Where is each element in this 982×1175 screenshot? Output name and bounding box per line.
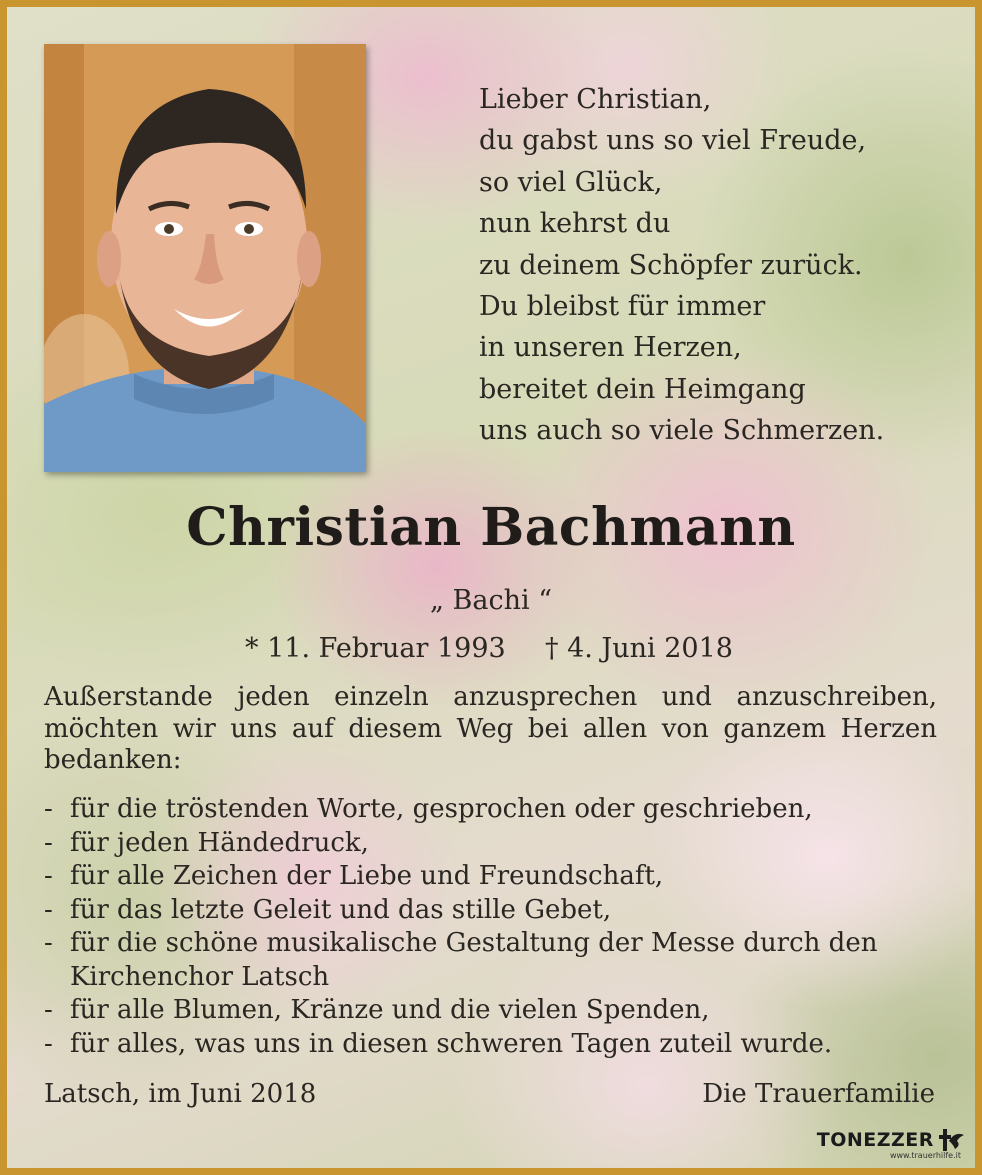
list-item <box>44 793 944 827</box>
poem-line: zu deinem Schöpfer zurück. <box>479 249 863 281</box>
logo-wordmark: TONEZZER <box>816 1129 934 1151</box>
publisher-logo <box>817 1127 965 1160</box>
list-dash: - <box>44 928 53 958</box>
list-item <box>44 1028 944 1062</box>
bird-cross-icon <box>939 1127 965 1153</box>
list-item-text: für das letzte Geleit und das stille Gebet, <box>70 894 612 925</box>
poem <box>479 79 884 452</box>
thanks-list <box>44 793 944 1061</box>
list-item <box>44 927 944 994</box>
poem-line: so viel Glück, <box>479 166 663 198</box>
deceased-name: Christian Bachmann <box>186 497 796 558</box>
logo-url: www.trauerhilfe.it <box>889 1151 961 1160</box>
list-item-text: für alles, was uns in diesen schweren Tagen zuteil wurde. <box>70 1028 833 1059</box>
poem-line: uns auch so viele Schmerzen. <box>479 415 885 447</box>
list-item-continuation: Kirchenchor Latsch <box>70 961 330 992</box>
poem-line: nun kehrst du <box>479 208 671 240</box>
poem-line: Du bleibst für immer <box>479 291 766 323</box>
list-item <box>44 827 944 861</box>
list-item-text: für jeden Händedruck, <box>70 827 369 858</box>
poem-line: bereitet dein Heimgang <box>479 373 806 405</box>
list-dash: - <box>44 861 53 891</box>
list-dash: - <box>44 995 53 1025</box>
portrait-photo <box>44 44 366 472</box>
list-dash: - <box>44 894 53 925</box>
list-item-text: für alle Zeichen der Liebe und Freundschaft, <box>70 861 664 891</box>
poem-line: in unseren Herzen, <box>479 332 742 364</box>
nickname: „ Bachi “ <box>429 585 553 616</box>
place-date: Latsch, im Juni 2018 <box>44 1079 317 1109</box>
list-item-text: für die tröstenden Worte, gesprochen oder geschrieben, <box>70 794 813 824</box>
poem-line: Lieber Christian, <box>479 84 712 115</box>
list-dash: - <box>44 794 53 824</box>
death-date: † 4. Juni 2018 <box>545 633 733 664</box>
list-item <box>44 860 944 894</box>
list-item <box>44 994 944 1028</box>
list-item-text: für die schöne musikalische Gestaltung der Messe durch den <box>70 928 878 958</box>
portrait-illustration <box>44 44 366 472</box>
list-dash: - <box>44 827 53 858</box>
list-dash: - <box>44 1028 53 1059</box>
list-item-text: für alle Blumen, Kränze und die vielen Spenden, <box>70 995 710 1025</box>
list-item <box>44 894 944 928</box>
signature: Die Trauerfamilie <box>702 1079 935 1109</box>
poem-line: du gabst uns so viel Freude, <box>479 125 867 157</box>
birth-date: * 11. Februar 1993 <box>245 633 506 664</box>
thanks-intro: Außerstande jeden einzeln anzusprechen und anzuschreiben, möchten wir uns auf diesem Weg bei allen von ganzem Herzen bedanken: <box>44 682 937 775</box>
